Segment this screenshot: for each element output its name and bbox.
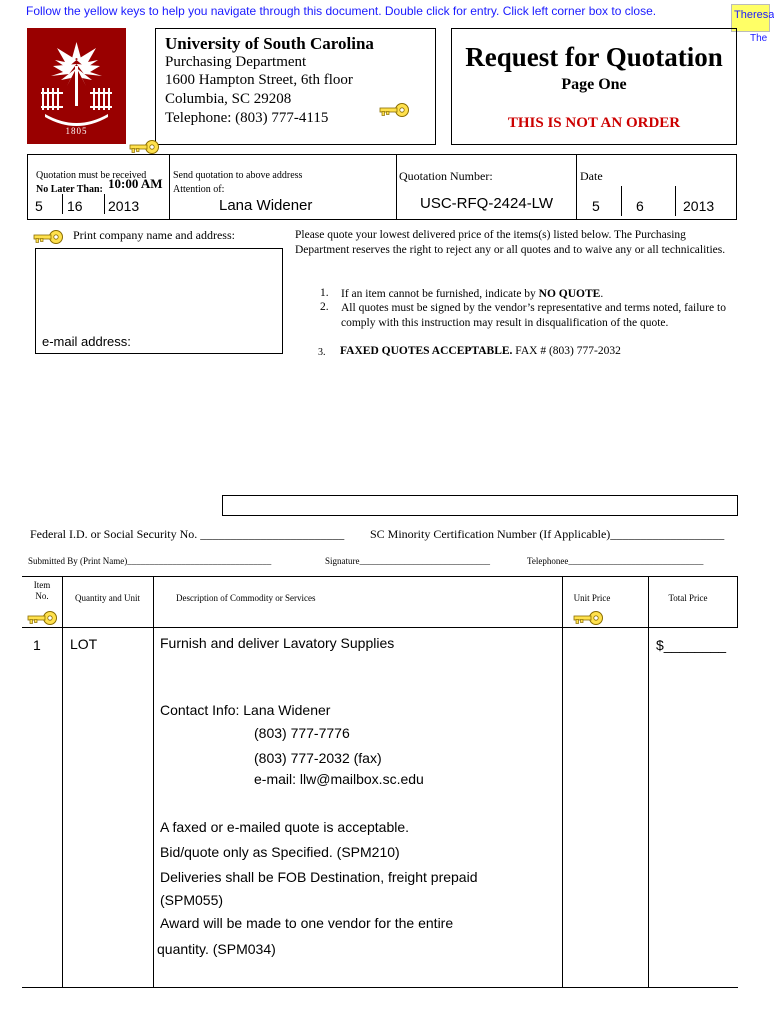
navigation-instructions: Follow the yellow keys to help you navigate through this document. Double click for entry. Click left corner box to close. [26, 4, 657, 18]
instruction-1 [341, 287, 731, 302]
nav-key-icon[interactable] [378, 102, 410, 118]
note-line[interactable]: quantity. (SPM034) [157, 941, 276, 957]
contact-phone[interactable]: (803) 777-7776 [254, 725, 350, 741]
contact-info[interactable]: Contact Info: Lana Widener [160, 702, 331, 718]
received-label: Quotation must be received [36, 170, 147, 181]
city-state-zip: Columbia, SC 29208 [165, 91, 292, 107]
due-day[interactable]: 16 [67, 198, 83, 214]
col-item-top: Item [33, 580, 51, 590]
date-month[interactable]: 5 [592, 198, 600, 214]
contact-email[interactable]: e-mail: llw@mailbox.sc.edu [254, 771, 424, 787]
signature-line[interactable]: Signature_____________________________ [325, 556, 490, 566]
note-line[interactable]: A faxed or e-mailed quote is acceptable. [160, 819, 410, 835]
document-title: Request for Quotation [465, 42, 723, 72]
col-quantity-header: Quantity and Unit [75, 593, 140, 603]
instruction-2: All quotes must be signed by the vendor’s representative and terms noted, failure to comply with this instruction may result in disqualification of the quote. [341, 302, 726, 329]
note-line[interactable]: Award will be made to one vendor for the entire [160, 915, 454, 931]
date-year[interactable]: 2013 [683, 198, 715, 214]
instruction-1-end: . [600, 288, 604, 300]
nav-key-icon[interactable] [32, 229, 64, 245]
quotation-number[interactable]: USC-RFQ-2424-LW [420, 195, 554, 212]
no-quote-emphasis: NO QUOTE [538, 288, 601, 300]
row-quantity[interactable]: LOT [70, 636, 98, 652]
no-later-than-label: No Later Than: [36, 184, 103, 195]
faxed-quotes-emphasis: FAXED QUOTES ACCEPTABLE. [340, 345, 513, 357]
row-total-price[interactable]: $________ [656, 637, 727, 653]
note-line[interactable]: (SPM055) [160, 892, 224, 908]
quotation-number-label: Quotation Number: [399, 169, 493, 183]
not-an-order-warning: THIS IS NOT AN ORDER [507, 115, 681, 131]
note-line[interactable]: Deliveries shall be FOB Destination, freight prepaid [160, 869, 478, 885]
street-address: 1600 Hampton Street, 6th floor [165, 72, 353, 88]
attention-label: Attention of: [173, 184, 225, 195]
row-item-number[interactable]: 1 [33, 637, 41, 653]
email-address-label: e-mail address: [42, 334, 131, 349]
date-day[interactable]: 6 [636, 198, 644, 214]
col-description-header: Description of Commodity or Services [176, 593, 316, 603]
department-name: Purchasing Department [165, 54, 307, 70]
instruction-3 [340, 345, 740, 357]
purchasing-telephone: Telephone: (803) 777-4115 [165, 110, 329, 126]
due-year[interactable]: 2013 [108, 198, 140, 214]
instruction-1-number: 1. [320, 287, 329, 299]
quote-instructions: Please quote your lowest delivered price of the items(s) listed below. The Purchasing Department reserves the right to reject any or all quotes and to waive any or all technicalities. [295, 229, 726, 256]
attention-name[interactable]: Lana Widener [219, 197, 313, 214]
university-seal-logo [27, 28, 126, 144]
date-label: Date [580, 169, 603, 183]
seal-year: 1805 [65, 126, 88, 136]
vendor-telephone-line[interactable]: Telephonee______________________________ [527, 556, 704, 566]
submitted-by-line[interactable]: Submitted By (Print Name)________________________________ [28, 556, 272, 566]
note-line[interactable]: Bid/quote only as Specified. (SPM210) [160, 844, 400, 860]
federal-id-line[interactable]: Federal I.D. or Social Security No. ________________________ [30, 527, 345, 541]
col-unit-price-header: Unit Price [573, 593, 611, 603]
due-month[interactable]: 5 [35, 198, 43, 214]
contact-fax[interactable]: (803) 777-2032 (fax) [254, 750, 382, 766]
minority-cert-line[interactable]: SC Minority Certification Number (If Applicable)___________________ [370, 527, 725, 541]
instruction-1-text: If an item cannot be furnished, indicate by [341, 288, 539, 300]
overflow-field-bottom[interactable]: The [750, 33, 768, 44]
due-time[interactable]: 10:00 AM [108, 176, 163, 191]
fax-number: FAX # (803) 777-2032 [512, 345, 621, 357]
col-item-header [22, 580, 62, 602]
instruction-3-number: 3. [318, 347, 326, 358]
instruction-2-number: 2. [320, 301, 329, 313]
nav-key-icon[interactable] [26, 610, 58, 626]
blank-entry-field[interactable] [222, 495, 738, 516]
col-item-bottom: No. [35, 591, 49, 601]
university-name: University of South Carolina [165, 34, 374, 53]
page-label: Page One [561, 76, 627, 93]
nav-key-icon[interactable] [128, 139, 160, 155]
col-total-price-header: Total Price [668, 593, 708, 603]
print-company-label: Print company name and address: [73, 228, 235, 242]
send-quotation-label: Send quotation to above address [173, 170, 303, 181]
nav-key-icon[interactable] [572, 610, 604, 626]
row-description[interactable]: Furnish and deliver Lavatory Supplies [160, 635, 395, 651]
overflow-field-top[interactable]: Theresa [731, 4, 770, 32]
